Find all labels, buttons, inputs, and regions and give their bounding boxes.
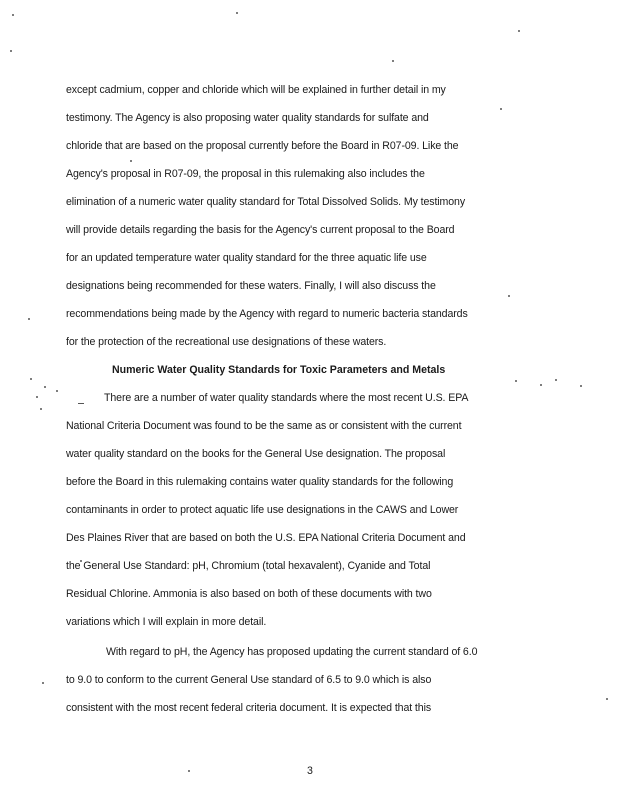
paragraph-3-line: consistent with the most recent federal criteria document. It is expected that this	[66, 702, 432, 714]
paragraph-1-line: will provide details regarding the basis for the Agency's current proposal to the Board	[66, 224, 455, 236]
paragraph-2-line: before the Board in this rulemaking contains water quality standards for the following	[66, 476, 454, 488]
scan-speck	[508, 295, 510, 297]
paragraph-2-line: variations which I will explain in more detail.	[66, 616, 267, 628]
paragraph-2-line: National Criteria Document was found to be the same as or consistent with the current	[66, 420, 462, 432]
scan-speck	[515, 380, 517, 382]
scan-speck	[28, 318, 30, 320]
scan-speck	[606, 698, 608, 700]
paragraph-3-line: With regard to pH, the Agency has proposed updating the current standard of 6.0	[106, 646, 478, 658]
scan-speck	[188, 770, 190, 772]
paragraph-1-line: Agency's proposal in R07-09, the proposal in this rulemaking also includes the	[66, 168, 425, 180]
scan-speck	[42, 682, 44, 684]
paragraph-2-line: the General Use Standard: pH, Chromium (total hexavalent), Cyanide and Total	[66, 560, 431, 572]
scan-speck	[392, 60, 394, 62]
paragraph-2-line: There are a number of water quality standards where the most recent U.S. EPA	[104, 392, 469, 404]
paragraph-1-line: except cadmium, copper and chloride which will be explained in further detail in my	[66, 84, 446, 96]
paragraph-2-line: Residual Chlorine. Ammonia is also based on both of these documents with two	[66, 588, 432, 600]
page-number: 3	[307, 765, 313, 777]
paragraph-1-line: designations being recommended for these waters. Finally, I will also discuss the	[66, 280, 436, 292]
scan-speck	[130, 160, 132, 162]
scan-speck	[540, 384, 542, 386]
scan-speck	[500, 108, 502, 110]
scan-speck	[12, 14, 14, 16]
paragraph-3-line: to 9.0 to conform to the current General Use standard of 6.5 to 9.0 which is also	[66, 674, 432, 686]
paragraph-2-line: Des Plaines River that are based on both the U.S. EPA National Criteria Document and	[66, 532, 466, 544]
scan-speck	[44, 386, 46, 388]
paragraph-1-line: for an updated temperature water quality standard for the three aquatic life use	[66, 252, 427, 264]
scan-speck	[78, 403, 84, 404]
scan-speck	[580, 385, 582, 387]
paragraph-1-line: for the protection of the recreational use designations of these waters.	[66, 336, 387, 348]
scan-speck	[56, 390, 58, 392]
scan-speck	[40, 408, 42, 410]
paragraph-1-line: elimination of a numeric water quality standard for Total Dissolved Solids. My testimony	[66, 196, 466, 208]
section-heading: Numeric Water Quality Standards for Toxic Parameters and Metals	[112, 364, 446, 376]
paragraph-1-line: recommendations being made by the Agency with regard to numeric bacteria standards	[66, 308, 468, 320]
paragraph-1-line: chloride that are based on the proposal currently before the Board in R07-09. Like the	[66, 140, 459, 152]
scan-speck	[555, 379, 557, 381]
scan-speck	[236, 12, 238, 14]
paragraph-2-line: water quality standard on the books for the General Use designation. The proposal	[66, 448, 446, 460]
paragraph-2-line: contaminants in order to protect aquatic life use designations in the CAWS and Lower	[66, 504, 459, 516]
scan-speck	[518, 30, 520, 32]
scan-speck	[10, 50, 12, 52]
scan-speck	[30, 378, 32, 380]
scan-speck	[36, 396, 38, 398]
paragraph-1-line: testimony. The Agency is also proposing water quality standards for sulfate and	[66, 112, 429, 124]
